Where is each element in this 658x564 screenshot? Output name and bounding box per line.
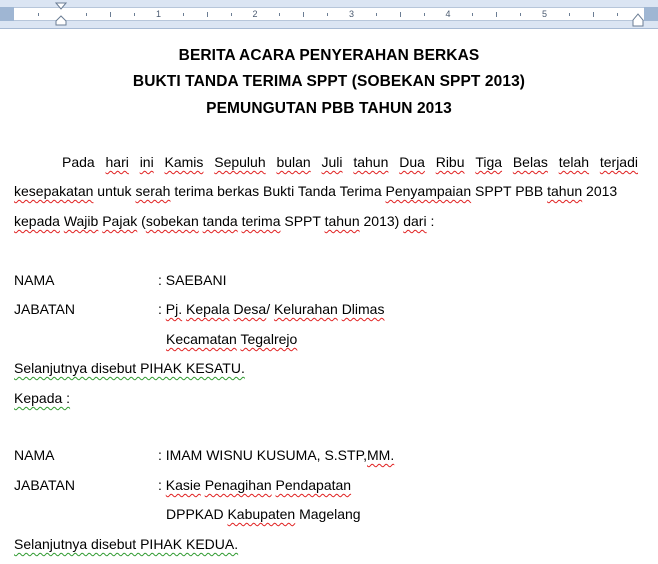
title-line-3: PEMUNGUTAN PBB TAHUN 2013 — [206, 100, 452, 117]
text-run: : — [426, 213, 435, 229]
word: Pj. — [165, 301, 183, 317]
party1-position-value — [158, 301, 384, 317]
degree-suffix: MM. — [367, 447, 395, 463]
paragraph-word: Dua — [399, 154, 425, 170]
word: Kecamatan — [166, 331, 237, 347]
title-line-1: BERITA ACARA PENYERAHAN BERKAS — [178, 47, 480, 64]
word: Kasie — [165, 477, 201, 493]
word: Kabupaten — [227, 506, 296, 522]
colon-prefix: : — [158, 301, 166, 317]
word: Pajak — [102, 213, 138, 229]
paragraph-word: Kamis — [164, 154, 204, 170]
text-run: SPPT PBB — [471, 183, 548, 199]
paragraph-line-1 — [62, 154, 638, 170]
party2-name-label: NAMA — [14, 447, 55, 463]
paragraph-word: ini — [139, 154, 154, 170]
right-indent-marker[interactable] — [632, 13, 644, 27]
ruler-tick — [496, 12, 497, 17]
horizontal-ruler[interactable] — [0, 0, 658, 29]
text-run: 2013 — [582, 183, 618, 199]
party1-designation: Selanjutnya disebut PIHAK KESATU. — [14, 360, 245, 376]
text-run: 2013) — [359, 213, 404, 229]
word: Desa — [233, 301, 267, 317]
paragraph-word: Belas — [512, 154, 548, 170]
ruler-tick — [617, 13, 618, 16]
ruler-left-margin — [0, 7, 14, 21]
ruler-number: 4 — [445, 9, 451, 19]
ruler-tick — [231, 13, 232, 16]
paragraph-word: bulan — [276, 154, 311, 170]
word: tahun — [547, 183, 583, 199]
text-run: SPPT — [280, 213, 325, 229]
party1-position-value-line2 — [166, 331, 297, 347]
ruler-tick — [520, 13, 521, 16]
word: Penagihan — [204, 477, 272, 493]
word: serah — [135, 183, 171, 199]
paragraph-line-2 — [14, 183, 617, 199]
ruler-number: 1 — [155, 9, 162, 19]
paragraph-line-3 — [14, 213, 434, 229]
word: DPPKAD — [166, 506, 224, 522]
word: Pendapatan — [275, 477, 352, 493]
ruler-number: 3 — [348, 9, 355, 19]
paragraph-word: Pada — [62, 154, 95, 170]
ruler-tick — [400, 12, 401, 17]
ruler-tick — [593, 12, 594, 17]
ruler-bar — [14, 7, 644, 21]
word: Magelang — [299, 506, 361, 522]
ruler-tick — [86, 13, 87, 16]
first-line-indent-marker[interactable] — [55, 2, 67, 26]
word: kesepakatan — [14, 183, 94, 199]
word: terima — [241, 213, 281, 229]
to-label: Kepada : — [14, 390, 71, 406]
word: tahun — [324, 213, 360, 229]
party2-position-value-line2 — [166, 506, 361, 522]
ruler-tick — [327, 13, 328, 16]
paragraph-word: Juli — [321, 154, 343, 170]
ruler-tick — [376, 13, 377, 16]
ruler-tick — [569, 13, 570, 16]
party1-name-label: NAMA — [14, 272, 55, 288]
word: Dlimas — [341, 301, 385, 317]
title-line-2: BUKTI TANDA TERIMA SPPT (SOBEKAN SPPT 2013) — [132, 73, 526, 90]
ruler-right-margin — [644, 7, 658, 21]
word: tanda — [202, 213, 238, 229]
text-run: ( — [137, 213, 146, 229]
party2-designation: Selanjutnya disebut PIHAK KEDUA. — [14, 536, 239, 552]
word: Tegalrejo — [240, 331, 298, 347]
paragraph-word: Tiga — [475, 154, 503, 170]
ruler-tick — [183, 13, 184, 16]
word: Penyampaian — [385, 183, 472, 199]
party2-position-value — [158, 477, 351, 493]
paragraph-word: tahun — [353, 154, 389, 170]
word: Wajib — [63, 213, 99, 229]
paragraph-word: Ribu — [435, 154, 465, 170]
text-run: terima berkas Bukti Tanda Terima — [170, 183, 386, 199]
ruler-number: 5 — [541, 9, 548, 19]
word: dari — [403, 213, 427, 229]
party2-position-label: JABATAN — [14, 477, 75, 493]
ruler-tick — [110, 12, 111, 17]
name-text: : IMAM WISNU KUSUMA, S.STP, — [158, 447, 367, 463]
ruler-tick — [134, 13, 135, 16]
party1-position-label: JABATAN — [14, 301, 75, 317]
word: Kepala — [186, 301, 230, 317]
party2-name-value — [158, 447, 394, 463]
party1-name-value: : SAEBANI — [158, 272, 227, 288]
ruler-tick — [279, 13, 280, 16]
ruler-tick — [303, 12, 304, 17]
ruler-tick — [38, 13, 39, 16]
slash: / — [266, 301, 274, 317]
paragraph-word: terjadi — [599, 154, 638, 170]
text-run: untuk — [93, 183, 136, 199]
paragraph-word: Sepuluh — [214, 154, 266, 170]
paragraph-word: hari — [105, 154, 129, 170]
word: kepada — [14, 213, 60, 229]
colon-prefix: : — [158, 477, 166, 493]
ruler-tick — [207, 12, 208, 17]
ruler-tick — [424, 13, 425, 16]
document-page[interactable] — [0, 29, 658, 564]
ruler-tick — [472, 13, 473, 16]
paragraph-word: telah — [558, 154, 590, 170]
word: Kelurahan — [273, 301, 338, 317]
ruler-number: 2 — [252, 9, 258, 19]
word: sobekan — [145, 213, 199, 229]
